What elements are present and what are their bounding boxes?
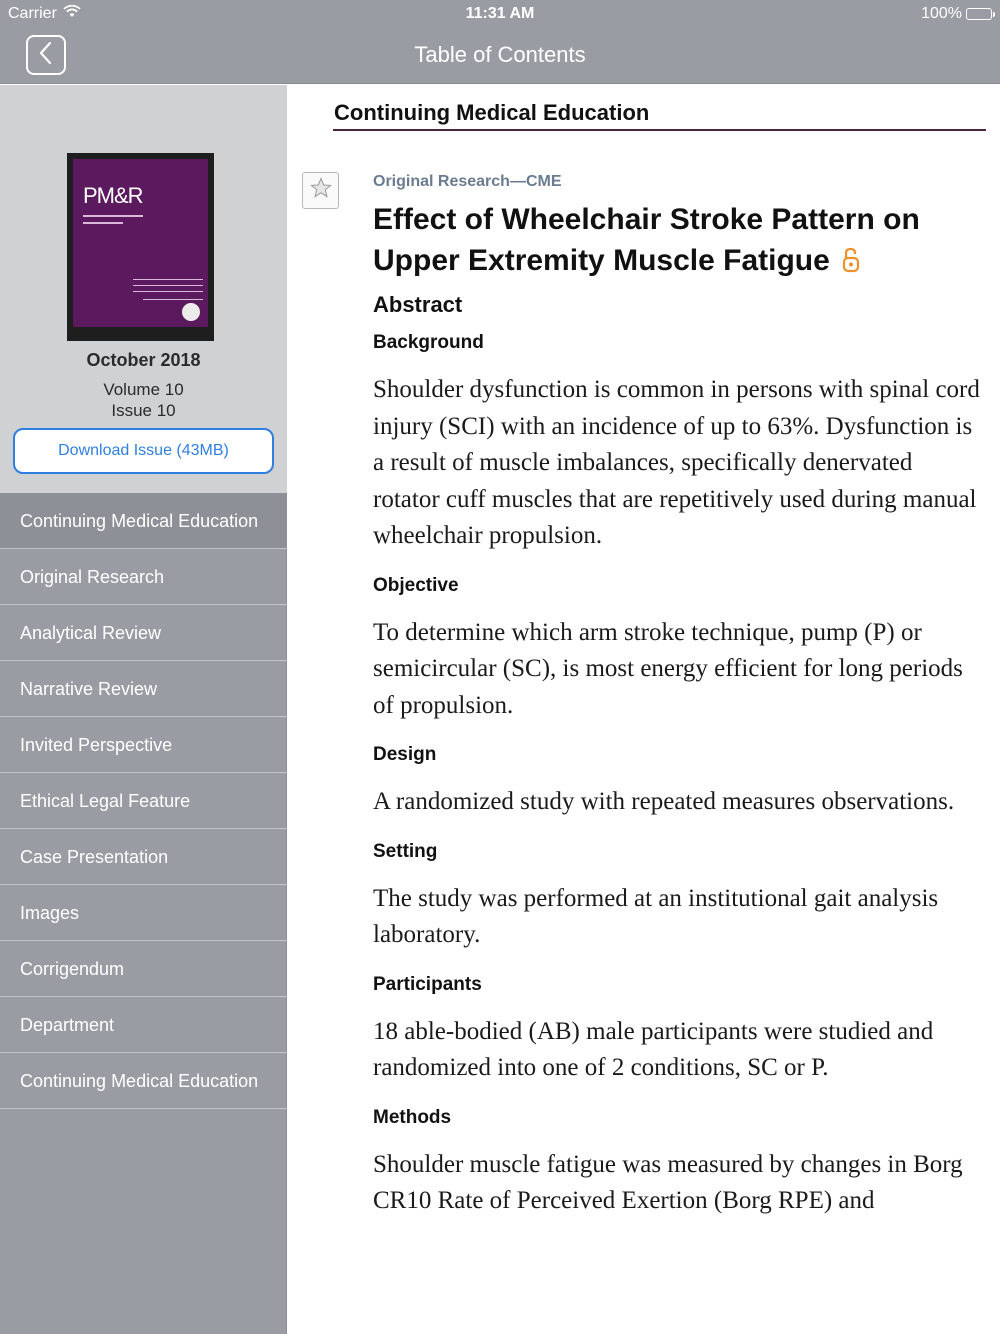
article-title: Effect of Wheelchair Stroke Pattern on Upper Extremity Muscle Fatigue — [373, 203, 920, 277]
issue-cover-image[interactable] — [67, 153, 214, 341]
participants-text: 18 able-bodied (AB) male participants were studied and randomized into one of 2 conditions, SC or P. — [373, 1017, 934, 1081]
open-lock-icon — [842, 243, 860, 284]
participants-heading: Participants — [373, 973, 482, 995]
sidebar-item-corrigendum[interactable]: Corrigendum — [0, 941, 287, 997]
section-list — [0, 493, 287, 1109]
background-text: Shoulder dysfunction is common in persons with spinal cord injury (SCI) with an incidence of up to 63%. Dysfunction is a result of muscle imbalances, specifically denervated rotator cuff muscles that are repetitively used during manual wheelchair propulsion. — [373, 376, 980, 549]
setting-text: The study was performed at an institutional gait analysis laboratory. — [373, 884, 939, 948]
sidebar-item-ethical-legal-feature[interactable]: Ethical Legal Feature — [0, 773, 287, 829]
setting-heading: Setting — [373, 840, 438, 862]
sidebar-item-narrative-review[interactable]: Narrative Review — [0, 661, 287, 717]
issue-panel — [0, 85, 287, 493]
status-battery — [921, 5, 992, 23]
design-text: A randomized study with repeated measures observations. — [373, 788, 955, 815]
article-category: Original Research—CME — [373, 173, 562, 190]
methods-heading: Methods — [373, 1106, 452, 1128]
battery-label: 100% — [921, 5, 962, 22]
status-time: 11:31 AM — [465, 5, 535, 22]
sidebar-item-department[interactable]: Department — [0, 997, 287, 1053]
issue-date: October 2018 — [86, 350, 201, 370]
article — [373, 173, 983, 1240]
battery-icon — [966, 8, 992, 20]
nav-title: Table of Contents — [414, 42, 586, 67]
background-heading: Background — [373, 332, 484, 353]
article-title-wrap[interactable] — [373, 199, 983, 284]
section-heading: Continuing Medical Education — [334, 100, 650, 125]
sidebar-item-case-presentation[interactable]: Case Presentation — [0, 829, 287, 885]
favorite-button[interactable] — [302, 172, 339, 209]
objective-text: To determine which arm stroke technique, pump (P) or semicircular (SC), is most energy efficient for long periods of propulsion. — [373, 618, 963, 719]
sidebar-item-continuing-medical-education-2[interactable]: Continuing Medical Education — [0, 1053, 287, 1109]
cover-seal-icon — [180, 301, 202, 323]
issue-number: Issue 10 — [111, 401, 176, 420]
sidebar-item-original-research[interactable]: Original Research — [0, 549, 287, 605]
cover-logo: PM&R — [83, 183, 143, 208]
star-icon — [309, 176, 333, 205]
carrier-label: Carrier — [8, 5, 57, 22]
sidebar-item-analytical-review[interactable]: Analytical Review — [0, 605, 287, 661]
methods-text: Shoulder muscle fatigue was measured by changes in Borg CR10 Rate of Perceived Exertion (Borg RPE) and — [373, 1150, 963, 1214]
main-content — [288, 85, 1000, 1334]
section-divider — [333, 129, 986, 131]
top-bar — [0, 0, 1000, 84]
sidebar — [0, 85, 287, 1334]
sidebar-item-continuing-medical-education[interactable]: Continuing Medical Education — [0, 493, 287, 549]
design-heading: Design — [373, 744, 437, 765]
sidebar-item-invited-perspective[interactable]: Invited Perspective — [0, 717, 287, 773]
abstract-heading: Abstract — [373, 292, 463, 317]
objective-heading: Objective — [373, 574, 459, 596]
sidebar-item-images[interactable]: Images — [0, 885, 287, 941]
issue-volume: Volume 10 — [103, 380, 184, 399]
download-issue-button[interactable]: Download Issue (43MB) — [13, 428, 274, 474]
